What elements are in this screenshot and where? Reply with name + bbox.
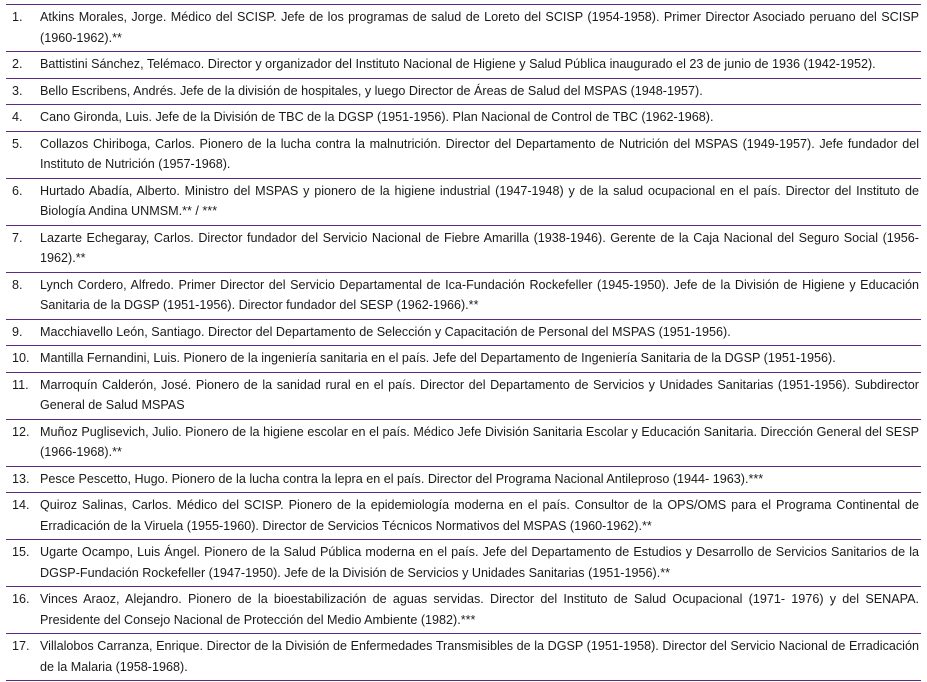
item-text: Vinces Araoz, Alejandro. Pionero de la bioestabilización de aguas servidas. Director del Instituto de Salud Ocupacional (1971- 1976) y del SENAPA. Presidente del Consejo Nacional de Protección del Medio Ambiente (1982).*** <box>40 592 919 627</box>
item-number: 16. <box>12 592 30 606</box>
item-number: 10. <box>12 351 30 365</box>
item-text: Collazos Chiriboga, Carlos. Pionero de la lucha contra la malnutrición. Director del Departamento de Nutrición del MSPAS (1949-1957). Jefe fundador del Instituto de Nutrición (1957-1968). <box>40 136 919 171</box>
item-number: 4. <box>12 110 23 124</box>
item-number: 14. <box>12 498 30 512</box>
list-item <box>6 51 921 78</box>
item-number: 2. <box>12 57 23 71</box>
item-text: Quiroz Salinas, Carlos. Médico del SCISP. Pionero de la epidemiología moderna en el país. Consultor de la OPS/OMS para el Programa Continental de Erradicación de la Viruela (1955-1960). Director de Servicios Técnicos Normativos del MSPAS (1960-1962).** <box>40 498 919 533</box>
list-item <box>6 272 921 319</box>
list-item <box>6 131 921 178</box>
item-text: Mantilla Fernandini, Luis. Pionero de la ingeniería sanitaria en el país. Jefe del Departamento de Ingeniería Sanitaria de la DGSP (1951-1956). <box>40 351 836 365</box>
list-item <box>6 104 921 131</box>
item-number: 13. <box>12 471 30 486</box>
list-item <box>6 345 921 372</box>
list-item <box>6 4 921 51</box>
list-item <box>6 178 921 225</box>
item-number: 11. <box>12 377 29 392</box>
list-item <box>6 466 921 493</box>
item-text: Bello Escribens, Andrés. Jefe de la división de hospitales, y luego Director de Áreas de Salud del MSPAS (1948-1957). <box>40 83 703 98</box>
list-item <box>6 539 921 586</box>
item-text: Atkins Morales, Jorge. Médico del SCISP. Jefe de los programas de salud de Loreto del SCISP (1954-1958). Primer Director Asociado peruano del SCISP (1960-1962).** <box>40 10 919 45</box>
item-text: Cano Gironda, Luis. Jefe de la División de TBC de la DGSP (1951-1956). Plan Nacional de Control de TBC (1962-1968). <box>40 110 714 124</box>
item-number: 7. <box>12 230 23 245</box>
entries-list <box>6 4 921 681</box>
item-number: 1. <box>12 10 23 24</box>
list-item <box>6 78 921 105</box>
item-text: Pesce Pescetto, Hugo. Pionero de la lucha contra la lepra en el país. Director del Programa Nacional Antileproso (1944- 1963).*** <box>40 471 764 486</box>
list-item <box>6 419 921 466</box>
item-text: Lazarte Echegaray, Carlos. Director fundador del Servicio Nacional de Fiebre Amarilla (1938-1946). Gerente de la Caja Nacional del Seguro Social (1956-1962).** <box>40 230 919 265</box>
item-number: 3. <box>12 83 23 98</box>
item-number: 17. <box>12 639 30 653</box>
item-text: Villalobos Carranza, Enrique. Director de la División de Enfermedades Transmisibles de la DGSP (1951-1958). Director del Servicio Nacional de Erradicación de la Malaria (1958-1968). <box>40 639 919 674</box>
item-text: Hurtado Abadía, Alberto. Ministro del MSPAS y pionero de la higiene industrial (1947-1948) y de la salud ocupacional en el país. Director del Instituto de Biología Andina UNMSM.** / *** <box>40 183 919 218</box>
item-text: Battistini Sánchez, Telémaco. Director y organizador del Instituto Nacional de Higiene y Salud Pública inaugurado el 23 de junio de 1936 (1942-1952). <box>40 57 876 71</box>
item-number: 6. <box>12 183 23 198</box>
item-text: Ugarte Ocampo, Luis Ángel. Pionero de la Salud Pública moderna en el país. Jefe del Departamento de Estudios y Desarrollo de Servicios Sanitarios de la DGSP-Fundación Rockefeller (1947-1950). Jefe de la División de Servicios y Unidades Sanitarias (1951-1956).** <box>40 545 919 580</box>
item-number: 15. <box>12 545 30 559</box>
list-item <box>6 586 921 633</box>
item-number: 12. <box>12 424 30 439</box>
item-text: Muñoz Puglisevich, Julio. Pionero de la higiene escolar en el país. Médico Jefe División Sanitaria Escolar y Educación Sanitaria. Dirección General del SESP (1966-1968).** <box>40 424 919 459</box>
list-item <box>6 633 921 681</box>
list-item <box>6 319 921 346</box>
item-number: 8. <box>12 277 23 292</box>
list-item <box>6 372 921 419</box>
item-number: 5. <box>12 136 23 151</box>
item-text: Marroquín Calderón, José. Pionero de la sanidad rural en el país. Director del Departamento de Servicios y Unidades Sanitarias (1951-1956). Subdirector General de Salud MSPAS <box>40 377 919 412</box>
item-number: 9. <box>12 324 23 339</box>
list-item <box>6 225 921 272</box>
list-item <box>6 492 921 539</box>
item-text: Macchiavello León, Santiago. Director del Departamento de Selección y Capacitación de Personal del MSPAS (1951-1956). <box>40 324 731 339</box>
item-text: Lynch Cordero, Alfredo. Primer Director del Servicio Departamental de Ica-Fundación Rockefeller (1945-1950). Jefe de la División de Higiene y Educación Sanitaria de la DGSP (1951-1956). Director fundador del SESP (1962-1966).** <box>40 277 919 312</box>
